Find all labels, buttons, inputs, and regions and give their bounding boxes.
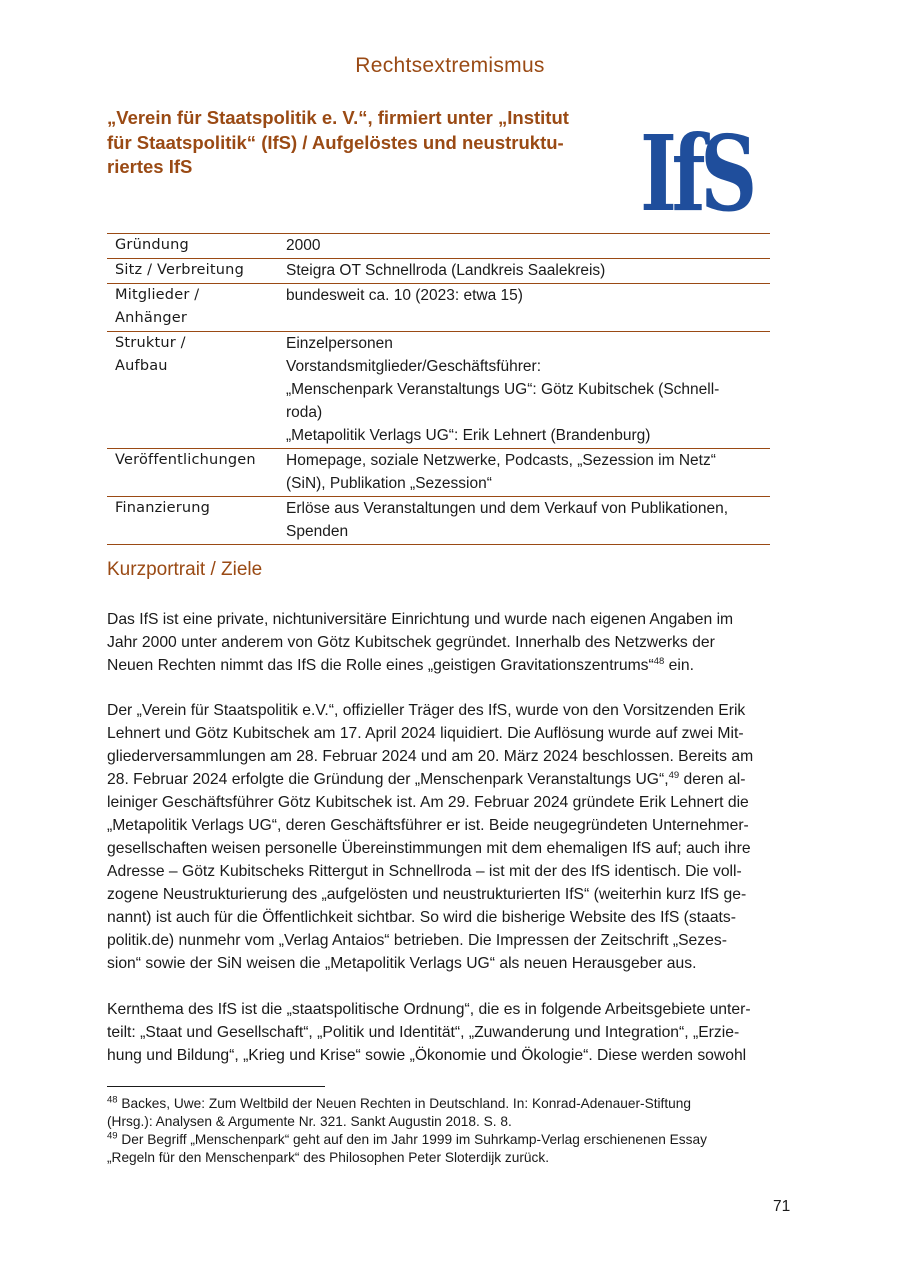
- value-line: Homepage, soziale Netzwerke, Podcasts, „Sezession im Netz“: [286, 452, 716, 469]
- row-value: [286, 284, 770, 332]
- row-label: [107, 259, 286, 284]
- text-segment: deren al-: [679, 771, 746, 788]
- title-line: für Staatspolitik“ (IfS) / Aufgelöstes und neustruktu-: [107, 131, 564, 153]
- row-value: [286, 497, 770, 545]
- value-line: bundesweit ca. 10 (2023: etwa 15): [286, 287, 523, 304]
- footnote-line: „Regeln für den Menschenpark“ des Philosophen Peter Sloterdijk zurück.: [107, 1150, 550, 1165]
- text-line: Kernthema des IfS ist die „staatspolitische Ordnung“, die es in folgende Arbeitsgebiete unter-: [107, 1001, 751, 1018]
- text-line: sion“ sowie der SiN weisen die „Metapolitik Verlags UG“ als neuen Herausgeber aus.: [107, 955, 697, 972]
- page-number: 71: [773, 1198, 791, 1215]
- text-line: gesellschaften weisen personelle Übereinstimmungen mit dem ehemaligen IfS auf; auch ihre: [107, 840, 751, 857]
- ifs-logo: [638, 112, 754, 235]
- text-line: „Metapolitik Verlags UG“, deren Geschäftsführer er ist. Beide neugegründeten Unternehmer-: [107, 817, 749, 834]
- label-line: Anhänger: [115, 310, 188, 326]
- text-segment: Backes, Uwe: Zum Weltbild der Neuen Rechten in Deutschland. In: Konrad-Adenauer-Stiftung: [117, 1096, 691, 1111]
- footnote: [107, 1131, 790, 1167]
- footnote-reference: 48: [653, 655, 665, 667]
- text-segment: Der Begriff „Menschenpark“ geht auf den im Jahr 1999 im Suhrkamp-Verlag erschienenen Essay: [117, 1132, 707, 1147]
- row-label: [107, 332, 286, 449]
- row-label: [107, 497, 286, 545]
- footnote-divider: [107, 1086, 325, 1087]
- value-line: „Menschenpark Veranstaltungs UG“: Götz Kubitschek (Schnell-: [286, 381, 720, 398]
- row-value: [286, 234, 770, 259]
- profile-table: [107, 233, 770, 545]
- row-value: [286, 259, 770, 284]
- value-line: Einzelpersonen: [286, 335, 393, 352]
- value-line: Spenden: [286, 523, 349, 540]
- text-line: Der „Verein für Staatspolitik e.V.“, offizieller Träger des IfS, wurde von den Vorsitzenden Erik: [107, 702, 746, 719]
- text-line: [107, 768, 790, 791]
- text-line: teilt: „Staat und Gesellschaft“, „Politik und Identität“, „Zuwanderung und Integration“, „Erzie-: [107, 1024, 740, 1041]
- ifs-logo-text: IfS: [640, 112, 753, 235]
- table-row: [107, 449, 770, 497]
- text-line: politik.de) nunmehr vom „Verlag Antaios“ betrieben. Die Impressen der Zeitschrift „Sezes-: [107, 932, 727, 949]
- paragraph: [107, 608, 790, 677]
- label-line: Gründung: [115, 237, 189, 253]
- paragraph: [107, 699, 790, 975]
- paragraph: [107, 998, 790, 1067]
- label-line: Veröffentlichungen: [115, 452, 256, 468]
- footnote-reference: 49: [668, 769, 680, 781]
- table-row: [107, 234, 770, 259]
- value-line: 2000: [286, 237, 321, 254]
- label-line: Struktur /: [115, 335, 186, 351]
- value-line: Erlöse aus Veranstaltungen und dem Verkauf von Publikationen,: [286, 500, 729, 517]
- title-line: riertes IfS: [107, 156, 193, 177]
- row-value: [286, 449, 770, 497]
- footnotes: [107, 1095, 790, 1167]
- text-segment: ein.: [664, 657, 694, 674]
- table-row: [107, 497, 770, 545]
- text-line: Lehnert und Götz Kubitschek am 17. April 2024 liquidiert. Die Auflösung wurde auf zwei Mit-: [107, 725, 744, 742]
- running-header: Rechtsextremismus: [355, 54, 545, 77]
- text-line: Jahr 2000 unter anderem von Götz Kubitschek gegründet. Innerhalb des Netzwerks der: [107, 634, 715, 651]
- row-value: [286, 332, 770, 449]
- label-line: Mitglieder /: [115, 287, 200, 303]
- text-line: nannt) ist auch für die Öffentlichkeit sichtbar. So wird die bisherige Website des IfS (staats-: [107, 909, 736, 926]
- document-title: [107, 106, 607, 180]
- text-segment: 28. Februar 2024 erfolgte die Gründung der „Menschenpark Veranstaltungs UG“,: [107, 771, 669, 788]
- label-line: Sitz / Verbreitung: [115, 262, 244, 278]
- footnote-line: [107, 1095, 790, 1113]
- footnote-number: 49: [107, 1130, 118, 1142]
- text-line: leiniger Geschäftsführer Götz Kubitschek ist. Am 29. Februar 2024 gründete Erik Lehnert die: [107, 794, 749, 811]
- row-label: [107, 449, 286, 497]
- footnote: [107, 1095, 790, 1131]
- value-line: „Metapolitik Verlags UG“: Erik Lehnert (Brandenburg): [286, 427, 651, 444]
- value-line: Vorstandsmitglieder/Geschäftsführer:: [286, 358, 542, 375]
- text-line: Adresse – Götz Kubitscheks Rittergut in Schnellroda – ist mit der des IfS identisch. Die voll-: [107, 863, 742, 880]
- title-line: „Verein für Staatspolitik e. V.“, firmiert unter „Institut: [107, 107, 569, 128]
- label-line: Aufbau: [115, 358, 168, 374]
- label-line: Finanzierung: [115, 500, 211, 516]
- text-line: [107, 654, 790, 677]
- footnote-line: (Hrsg.): Analysen & Argumente Nr. 321. Sankt Augustin 2018. S. 8.: [107, 1114, 512, 1129]
- text-line: Das IfS ist eine private, nichtuniversitäre Einrichtung und wurde nach eigenen Angaben im: [107, 611, 734, 628]
- value-line: roda): [286, 404, 323, 421]
- text-line: zogene Neustrukturierung des „aufgelösten und neustrukturierten IfS“ (weiterhin kurz IfS ge-: [107, 886, 747, 903]
- section-heading: Kurzportrait / Ziele: [107, 559, 263, 580]
- value-line: Steigra OT Schnellroda (Landkreis Saalekreis): [286, 262, 606, 279]
- footnote-line: [107, 1131, 790, 1149]
- value-line: (SiN), Publikation „Sezession“: [286, 475, 492, 492]
- table-row: [107, 284, 770, 332]
- text-line: gliederversammlungen am 28. Februar 2024 und am 20. März 2024 beschlossen. Bereits am: [107, 748, 754, 765]
- table-row: [107, 259, 770, 284]
- text-segment: Neuen Rechten nimmt das IfS die Rolle eines „geistigen Gravitationszentrums“: [107, 657, 654, 674]
- row-label: [107, 284, 286, 332]
- footnote-number: 48: [107, 1094, 118, 1106]
- table-row: [107, 332, 770, 449]
- text-line: hung und Bildung“, „Krieg und Krise“ sowie „Ökonomie und Ökologie“. Diese werden sowohl: [107, 1047, 747, 1064]
- row-label: [107, 234, 286, 259]
